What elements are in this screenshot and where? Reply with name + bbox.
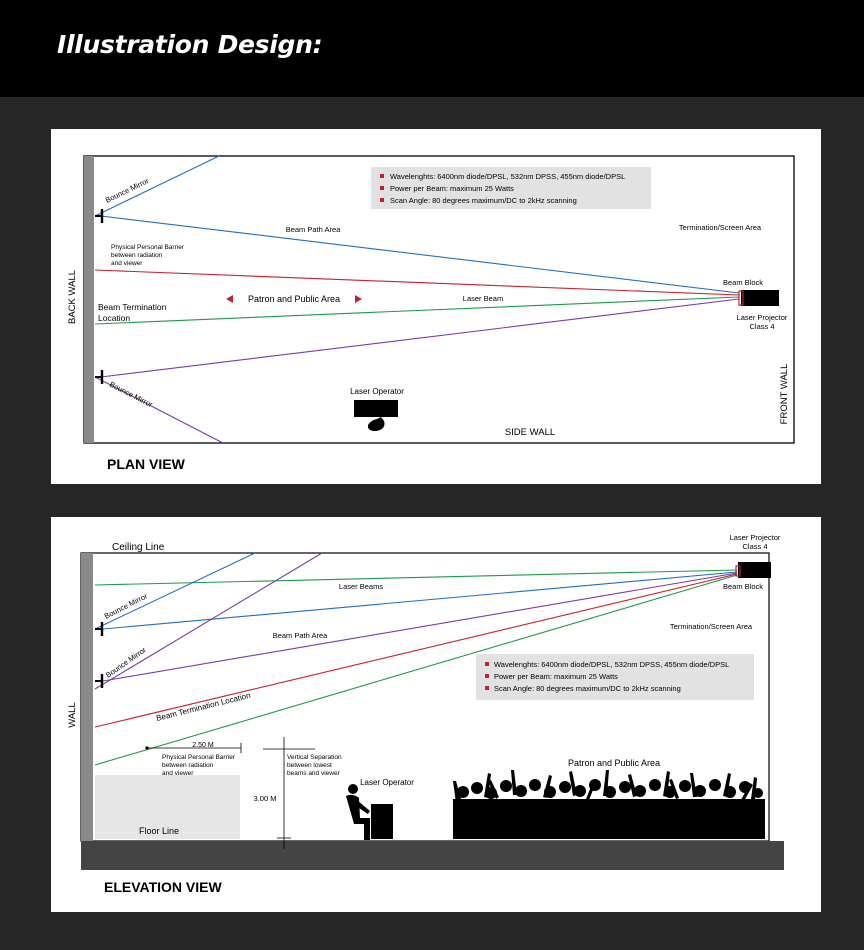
elev-projector-label-2: Class 4	[742, 542, 768, 551]
plan-beam-block-label: Beam Block	[722, 278, 764, 287]
plan-barrier-label-3: and viewer	[111, 260, 143, 267]
elev-spec-power: Power per Beam: maximum 25 Watts	[494, 672, 618, 681]
elev-ceiling-line-label: Ceiling Line	[112, 542, 165, 553]
elev-beam-red	[95, 574, 737, 727]
elev-barrier-label-3: and viewer	[162, 770, 194, 777]
elev-bounce-mirror-top-label: Bounce Mirror	[102, 591, 149, 621]
plan-view-diagram	[51, 129, 821, 484]
spec-wavelengths: Wavelenghts: 6400nm diode/DPSL, 532nm DPSS, 455nm diode/DPSL	[390, 172, 626, 181]
elev-dim-250-label: 2.50 M	[192, 742, 214, 749]
plan-view-panel	[51, 129, 821, 484]
elev-beam-termination-label: Beam Termination Location	[155, 690, 252, 723]
elev-ground	[81, 841, 784, 870]
elev-barrier-label-1: Physical Personal Barrier	[162, 754, 235, 761]
bullet-icon	[380, 174, 384, 178]
header-bar	[0, 0, 864, 97]
bullet-icon	[485, 674, 489, 678]
bullet-icon	[485, 686, 489, 690]
plan-operator-label: Laser Operator	[350, 387, 404, 396]
elev-operator-console-icon	[371, 804, 393, 839]
elev-mirror-top-icon	[95, 622, 103, 636]
elev-vertical-sep-label-1: Vertical Separation	[287, 754, 342, 761]
plan-projector-label-2: Class 4	[749, 322, 775, 331]
plan-barrier-label-1: Physical Personal Barrier	[111, 244, 184, 251]
plan-beam-blue	[101, 216, 739, 293]
plan-patron-arrow-left-icon	[226, 295, 233, 303]
plan-mirror-top-icon	[95, 209, 103, 223]
plan-bounce-mirror-bottom-label: Bounce Mirror	[108, 379, 155, 410]
spec-scan-angle: Scan Angle: 80 degrees maximum/DC to 2kHz scanning	[390, 196, 577, 205]
elev-laser-beams-label: Laser Beams	[338, 582, 384, 591]
elevation-view-diagram	[51, 517, 821, 912]
elev-beam-purple-bounce	[95, 553, 322, 689]
elev-spec-box	[476, 654, 754, 700]
elev-beam-block-label: Beam Block	[722, 582, 764, 591]
elev-operator-label: Laser Operator	[360, 778, 414, 787]
elev-spec-scan-angle: Scan Angle: 80 degrees maximum/DC to 2kHz scanning	[494, 684, 681, 693]
plan-laser-projector-icon	[741, 290, 779, 306]
elev-beam-path-label: Beam Path Area	[272, 631, 328, 640]
elev-spec-wavelengths: Wavelenghts: 6400nm diode/DPSL, 532nm DPSS, 455nm diode/DPSL	[494, 660, 730, 669]
elevation-view-panel	[51, 517, 821, 912]
plan-patron-arrow-right-icon	[355, 295, 362, 303]
elev-vertical-sep-label-2: between lowest	[287, 762, 332, 769]
plan-beam-red	[95, 270, 739, 295]
elev-wall	[81, 553, 93, 841]
elev-crowd-silhouette-icon	[453, 770, 765, 839]
plan-operator-figure-icon	[368, 417, 385, 431]
plan-back-wall	[84, 156, 94, 443]
plan-termination-label: Termination/Screen Area	[678, 223, 762, 232]
plan-spec-box	[371, 167, 651, 209]
plan-projector-label-1: Laser Projector	[736, 313, 788, 322]
plan-laser-beam-label: Laser Beam	[462, 294, 504, 303]
elev-floor-line-label: Floor Line	[138, 826, 180, 836]
plan-view-title: PLAN VIEW	[107, 456, 185, 472]
elev-termination-label: Termination/Screen Area	[669, 622, 753, 631]
elev-laser-projector-icon	[738, 562, 771, 578]
plan-barrier-label-2: between radiation	[111, 252, 163, 259]
elev-projector-label-1: Laser Projector	[729, 533, 781, 542]
elev-mirror-bottom-icon	[95, 674, 103, 688]
spec-power: Power per Beam: maximum 25 Watts	[390, 184, 514, 193]
bullet-icon	[485, 662, 489, 666]
plan-side-wall-label: SIDE WALL	[504, 427, 556, 438]
bullet-icon	[380, 186, 384, 190]
plan-operator-desk-icon	[354, 400, 398, 417]
plan-back-wall-label: BACK WALL	[67, 269, 78, 325]
elev-vertical-sep-label-3: beams and viewer	[287, 770, 340, 777]
plan-beam-blue-bounce	[95, 155, 221, 216]
plan-beam-termination-label-2: Location	[98, 313, 131, 323]
plan-beam-path-label: Beam Path Area	[285, 225, 341, 234]
elev-patron-area-label: Patron and Public Area	[567, 758, 661, 768]
bullet-icon	[380, 198, 384, 202]
plan-bounce-mirror-top-label: Bounce Mirror	[103, 176, 151, 205]
plan-mirror-bottom-icon	[95, 370, 103, 384]
elev-dim-300-label: 3.00 M	[253, 794, 277, 803]
elev-bounce-mirror-bottom-label: Bounce Mirror	[103, 645, 148, 680]
page-title: Illustration Design:	[57, 30, 323, 59]
elev-wall-label: WALL	[67, 702, 78, 728]
elev-operator-figure-icon	[346, 784, 370, 840]
plan-front-wall-label: FRONT WALL	[779, 363, 790, 425]
plan-beam-termination-label-1: Beam Termination	[98, 302, 167, 312]
plan-patron-area-label: Patron and Public Area	[247, 294, 341, 304]
elev-barrier-label-2: between radiation	[162, 762, 214, 769]
elev-view-title: ELEVATION VIEW	[104, 879, 222, 895]
